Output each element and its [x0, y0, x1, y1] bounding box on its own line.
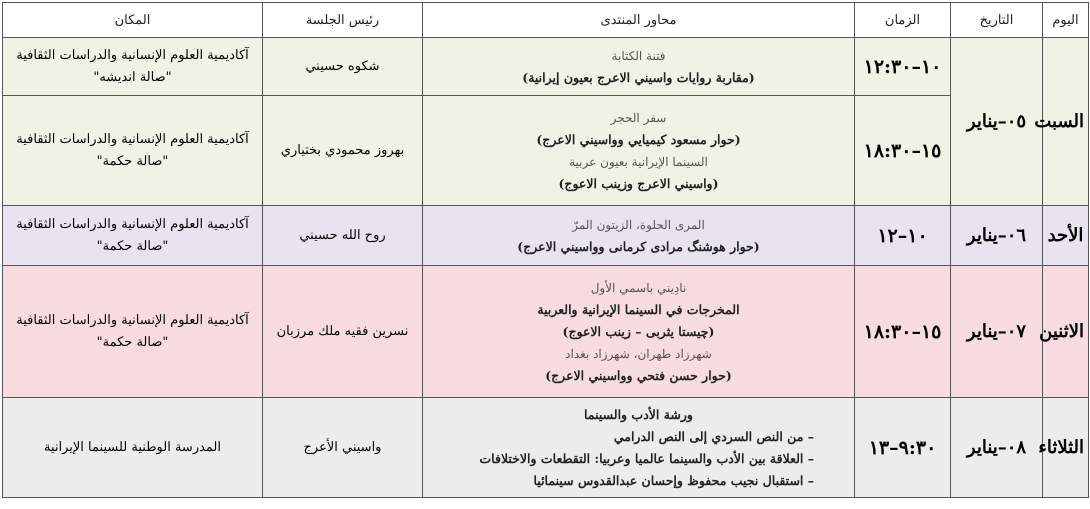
place-line: "صالة انديشه" — [93, 69, 172, 85]
day-cell: الثلاثاء — [1043, 398, 1089, 498]
day-cell: الأحد — [1043, 206, 1089, 266]
header-row — [3, 3, 1089, 38]
topic-line: (حوار هوشنگ مرادی کرمانی وواسيني الاعرج) — [517, 238, 760, 254]
place-cell — [3, 206, 263, 266]
place-line: آكاديمية العلوم الإنسانية والدراسات الثقافية — [16, 312, 249, 328]
time-cell: ١٠–١٢:٣٠ — [855, 38, 951, 96]
place-cell — [3, 266, 263, 398]
forum-schedule-table — [2, 2, 1089, 498]
table-row — [3, 398, 1089, 498]
header-chair: رئيس الجلسة — [263, 3, 423, 38]
time-cell: ٩:٣٠–١٣ — [855, 398, 951, 498]
topic-line: – العلاقة بين الأدب والسينما عالميا وعربيا: التقطعات والاختلافات — [479, 450, 814, 466]
topics-cell — [423, 96, 855, 206]
topic-line: (واسيني الاعرج وزينب الاعوج) — [558, 175, 719, 191]
topics-cell — [423, 266, 855, 398]
topic-line: (حوار حسن فتحي وواسيني الاعرج) — [545, 367, 732, 383]
topic-line: ورشة الأدب والسينما — [584, 406, 693, 422]
topic-line: – استقبال نجيب محفوظ وإحسان عبدالقدوس سينمائيا — [533, 472, 814, 488]
header-place: المكان — [3, 3, 263, 38]
topic-line: فتنة الكتابة — [611, 48, 666, 63]
header-time: الزمان — [855, 3, 951, 38]
topic-line: (چيستا يثربی – زينب الاعوج) — [562, 323, 715, 339]
time-cell: ١٥–١٨:٣٠ — [855, 266, 951, 398]
topic-line: المخرجات في السينما الإيرانية والعربية — [537, 301, 740, 317]
table-row — [3, 38, 1089, 96]
day-cell: السبت — [1043, 38, 1089, 206]
topic-line: (مقاربة روايات واسيني الاعرج بعيون إيرانية) — [522, 69, 755, 85]
date-cell: ٠٥–يناير — [951, 38, 1043, 206]
chair-cell: روح الله حسيني — [263, 206, 423, 266]
place-line: المدرسة الوطنية للسينما الإيرانية — [43, 439, 222, 455]
time-cell: ١٠–١٢ — [855, 206, 951, 266]
table-row — [3, 266, 1089, 398]
topic-line: شهرزاد طهران، شهرزاد بغداد — [565, 346, 712, 361]
topic-line: المرى الحلوة، الزيتون المرّ — [572, 217, 705, 232]
topics-cell — [423, 398, 855, 498]
chair-cell: واسيني الأعرج — [263, 398, 423, 498]
place-line: "صالة حكمة" — [96, 334, 169, 350]
header-date: التاريخ — [951, 3, 1043, 38]
topic-line: – من النص السردي إلى النص الدرامي — [613, 428, 814, 444]
topics-cell — [423, 38, 855, 96]
table-row — [3, 206, 1089, 266]
place-line: آكاديمية العلوم الإنسانية والدراسات الثقافية — [16, 216, 249, 232]
table-row — [3, 96, 1089, 206]
day-cell: الاثنين — [1043, 266, 1089, 398]
chair-cell: نسرين فقيه ملك مرزبان — [263, 266, 423, 398]
place-cell — [3, 96, 263, 206]
topic-line: السينما الإيرانية بعيون عربية — [569, 154, 708, 169]
place-cell — [3, 38, 263, 96]
time-cell: ١٥–١٨:٣٠ — [855, 96, 951, 206]
date-cell: ٠٦–يناير — [951, 206, 1043, 266]
place-line: "صالة حكمة" — [96, 153, 169, 169]
topic-line: سفر الحجر — [610, 110, 667, 125]
header-topics: محاور المنتدى — [423, 3, 855, 38]
topic-line: نادِيني باسمي الأول — [590, 280, 687, 295]
chair-cell: شکوه حسيني — [263, 38, 423, 96]
topics-cell — [423, 206, 855, 266]
place-line: آكاديمية العلوم الإنسانية والدراسات الثقافية — [16, 47, 249, 63]
header-day: اليوم — [1043, 3, 1089, 38]
place-line: "صالة حكمة" — [96, 238, 169, 254]
date-cell: ٠٧–يناير — [951, 266, 1043, 398]
place-cell — [3, 398, 263, 498]
date-cell: ٠٨–يناير — [951, 398, 1043, 498]
chair-cell: بهروز محمودي بختياري — [263, 96, 423, 206]
place-line: آكاديمية العلوم الإنسانية والدراسات الثقافية — [16, 131, 249, 147]
topic-line: (حوار مسعود كيميايي وواسيني الاعرج) — [536, 131, 741, 147]
